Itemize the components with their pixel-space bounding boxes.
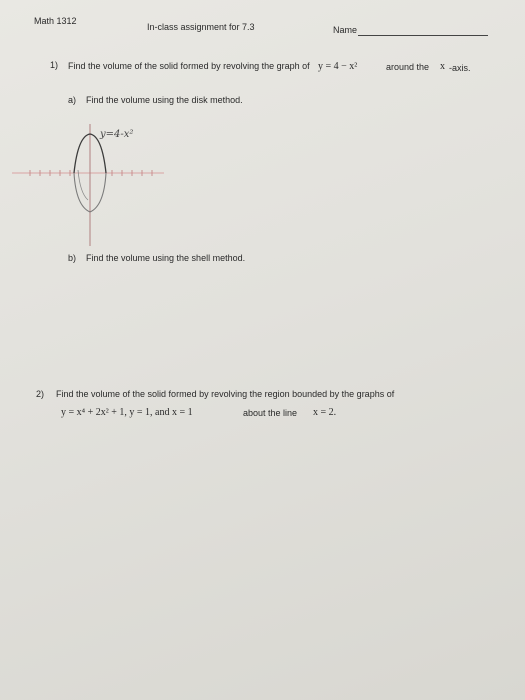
q1b-label: b) [68, 253, 77, 263]
q2-number: 2) [36, 389, 45, 399]
q2-text: Find the volume of the solid formed by revolving the region bounded by the graphs of [56, 389, 395, 399]
q1-number: 1) [50, 60, 59, 70]
q1-axis-var: x [440, 61, 445, 72]
q1b-text: Find the volume using the shell method. [86, 253, 246, 263]
sketch-label: y=4-x² [100, 129, 134, 140]
disk-shading [78, 170, 88, 200]
q1a-label: a) [68, 95, 77, 105]
q2-about: about the line [243, 408, 298, 418]
q1-around: around the [386, 62, 430, 72]
course-title: Math 1312 [34, 16, 77, 26]
q2-equations: y = x⁴ + 2x² + 1, y = 1, and x = 1 [61, 407, 193, 418]
assignment-title: In-class assignment for 7.3 [147, 22, 255, 32]
q1-axis-word: -axis. [449, 63, 471, 73]
q1-equation: y = 4 − x² [318, 61, 358, 72]
name-label: Name [333, 25, 358, 35]
parabola-sketch [8, 118, 188, 248]
q2-line: x = 2. [313, 407, 337, 418]
q1-text: Find the volume of the solid formed by revolving the graph of [68, 61, 310, 71]
name-blank-line [358, 35, 488, 36]
q1a-text: Find the volume using the disk method. [86, 95, 243, 105]
